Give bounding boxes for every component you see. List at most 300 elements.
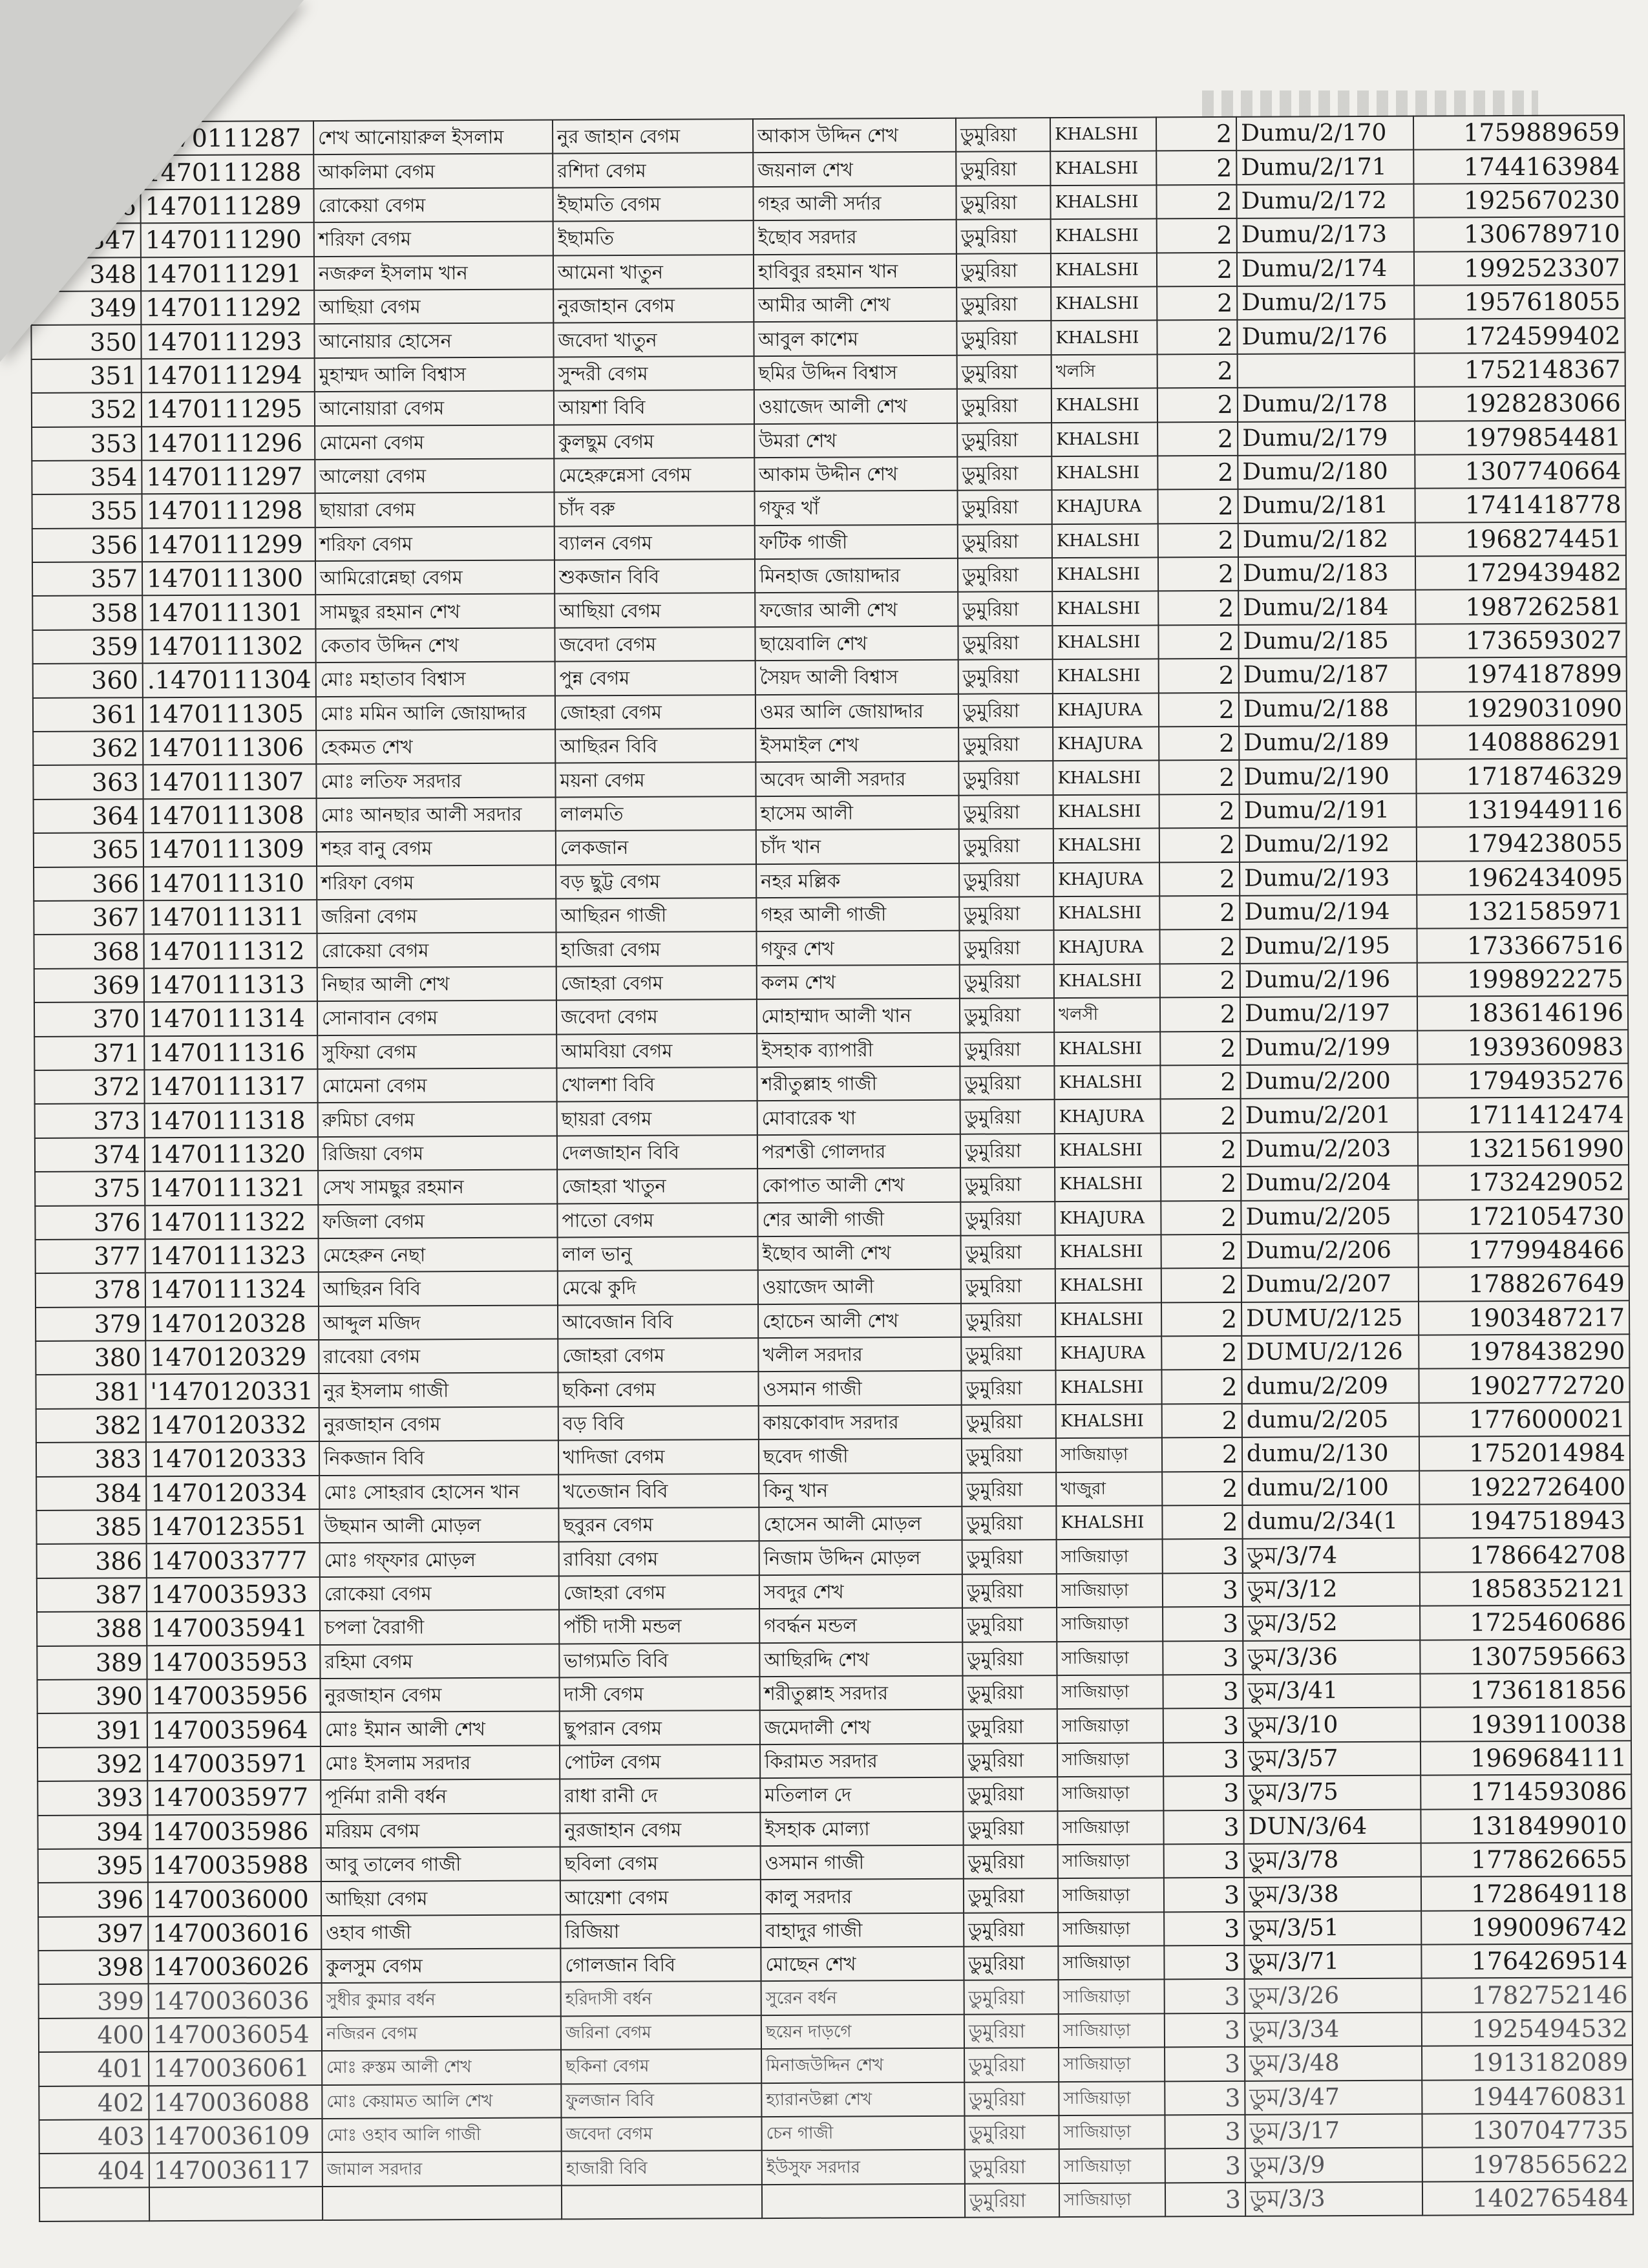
- nid-cell: 1470035977: [147, 1780, 321, 1815]
- upazila-cell: ডুমুরিয়া: [956, 321, 1051, 355]
- table-body: [30, 115, 1633, 2221]
- reference-cell: ডুম/3/71: [1244, 1945, 1421, 1980]
- serial-cell: 375: [35, 1171, 145, 1205]
- mother-name-cell: পুন্ন বেগম: [555, 661, 755, 695]
- village-cell: KHALSHI: [1055, 1302, 1161, 1337]
- nid-cell: 1470111305: [143, 697, 316, 732]
- ward-cell: 2: [1157, 354, 1238, 388]
- reference-cell: dumu/2/100: [1242, 1470, 1419, 1505]
- phone-cell: 1978438290: [1419, 1334, 1629, 1369]
- ward-cell: 2: [1161, 1370, 1241, 1404]
- nid-cell: 1470120328: [145, 1306, 319, 1341]
- phone-cell: 1992523307: [1414, 251, 1625, 286]
- upazila-cell: ডুমুরিয়া: [958, 490, 1052, 524]
- reference-cell: ডুম/3/10: [1243, 1708, 1421, 1743]
- father-name-cell: ফজোর আলী শেখ: [755, 592, 958, 627]
- upazila-cell: ডুমুরিয়া: [965, 2183, 1059, 2218]
- reference-cell: ডুম/3/75: [1243, 1775, 1421, 1810]
- father-name-cell: গহর আলী সর্দার: [753, 186, 956, 221]
- phone-cell: 1998922275: [1417, 962, 1628, 997]
- mother-name-cell: আমবিয়া বেগম: [556, 1033, 757, 1068]
- village-cell: সাজিয়াড়া: [1057, 1709, 1163, 1743]
- nid-cell: 1470036016: [148, 1916, 321, 1951]
- reference-cell: ডুম/3/78: [1244, 1843, 1421, 1878]
- serial-cell: 382: [36, 1408, 146, 1443]
- reference-cell: Dumu/2/203: [1241, 1132, 1418, 1167]
- serial-cell: 404: [39, 2154, 149, 2188]
- upazila-cell: ডুমুরিয়া: [964, 2082, 1059, 2116]
- mother-name-cell: শুকজান বিবি: [555, 559, 755, 594]
- name-cell: শহর বানু বেগম: [317, 831, 556, 866]
- phone-cell: 1925494532: [1422, 2011, 1632, 2046]
- phone-cell: 1990096742: [1421, 1910, 1632, 1945]
- village-cell: সাজিয়াড়া: [1059, 2115, 1165, 2149]
- village-cell: সাজিয়াড়া: [1057, 1743, 1163, 1777]
- ward-cell: 3: [1163, 1573, 1243, 1607]
- father-name-cell: শরীতুল্লাহ সরদার: [760, 1676, 963, 1711]
- upazila-cell: ডুমুরিয়া: [964, 1980, 1059, 2015]
- phone-cell: 1752148367: [1415, 352, 1625, 387]
- name-cell: ফজিলা বেগম: [318, 1203, 557, 1238]
- father-name-cell: উমরা শেখ: [754, 423, 957, 458]
- phone-cell: 1939360983: [1417, 1030, 1628, 1065]
- upazila-cell: ডুমুরিয়া: [964, 1845, 1058, 1879]
- serial-cell: 384: [36, 1476, 146, 1510]
- ward-cell: 3: [1164, 1878, 1244, 1912]
- village-cell: KHALSHI: [1054, 1065, 1160, 1099]
- name-cell: জরিনা বেগম: [317, 898, 556, 933]
- phone-cell: 1913182089: [1422, 2045, 1632, 2080]
- ward-cell: 2: [1160, 1065, 1240, 1099]
- village-cell: KHALSHI: [1055, 1269, 1161, 1303]
- father-name-cell: আকাম উদ্দীন শেখ: [754, 457, 957, 492]
- father-name-cell: ইছোব সরদার: [754, 220, 956, 255]
- village-cell: সাজিয়াড়া: [1057, 1641, 1163, 1675]
- phone-cell: 1321561990: [1418, 1131, 1629, 1166]
- village-cell: সাজিয়াড়া: [1057, 1810, 1163, 1845]
- upazila-cell: ডুমুরিয়া: [958, 592, 1052, 626]
- phone-cell: 1307047735: [1422, 2113, 1632, 2148]
- father-name-cell: ওয়াজেদ আলী: [758, 1269, 961, 1304]
- village-cell: KHALSHI: [1051, 286, 1157, 321]
- serial-cell: 377: [36, 1239, 145, 1273]
- village-cell: KHALSHI: [1051, 422, 1157, 456]
- reference-cell: Dumu/2/189: [1239, 726, 1416, 761]
- reference-cell: ডুম/3/52: [1243, 1606, 1420, 1641]
- mother-name-cell: ছকিনা বেগম: [561, 2049, 761, 2084]
- nid-cell: 1470111317: [144, 1069, 317, 1104]
- serial-cell: 355: [32, 494, 142, 529]
- reference-cell: Dumu/2/171: [1236, 150, 1413, 185]
- name-cell: মোমেনা বেগম: [315, 425, 554, 460]
- upazila-cell: ডুমুরিয়া: [964, 2048, 1059, 2082]
- nid-cell: 1470111289: [140, 189, 313, 224]
- father-name-cell: মিনহাজ জোয়াদ্দার: [755, 558, 958, 593]
- name-cell: শরিফা বেগম: [317, 865, 556, 900]
- father-name-cell: হোসেন আলী মোড়ল: [759, 1507, 962, 1542]
- village-cell: KHALSHI: [1054, 1032, 1160, 1066]
- phone-cell: 1944760831: [1422, 2079, 1632, 2114]
- father-name-cell: ওয়াজেদ আলী শেখ: [754, 389, 957, 424]
- serial-cell: 369: [34, 968, 144, 1002]
- ward-cell: 2: [1159, 659, 1239, 693]
- father-name-cell: বাহাদুর গাজী: [761, 1913, 964, 1947]
- name-cell: ওহাব গাজী: [321, 1914, 560, 1949]
- mother-name-cell: হাজিরা বেগম: [556, 931, 756, 966]
- father-name-cell: নিজাম উদ্দিন মোড়ল: [759, 1540, 962, 1575]
- reference-cell: Dumu/2/170: [1236, 116, 1413, 151]
- village-cell: KHALSHI: [1054, 964, 1160, 998]
- nid-cell: 1470036109: [149, 2119, 322, 2154]
- reference-cell: ডুম/3/38: [1244, 1877, 1421, 1912]
- serial-cell: 400: [39, 2018, 149, 2052]
- ward-cell: 3: [1163, 1708, 1243, 1743]
- nid-cell: 1470111292: [141, 290, 314, 325]
- village-cell: KHALSHI: [1050, 117, 1156, 151]
- serial-cell: 397: [38, 1916, 148, 1951]
- serial-cell: 399: [39, 1984, 149, 2019]
- nid-cell: 1470036000: [148, 1881, 321, 1916]
- village-cell: KHALSHI: [1052, 557, 1158, 591]
- phone-cell: 1318499010: [1421, 1808, 1631, 1843]
- upazila-cell: ডুমুরিয়া: [958, 626, 1052, 660]
- father-name-cell: হাসেম আলী: [756, 796, 959, 831]
- upazila-cell: ডুমুরিয়া: [965, 2150, 1059, 2184]
- village-cell: KHALSHI: [1052, 591, 1158, 626]
- serial-cell: 374: [35, 1138, 145, 1172]
- reference-cell: Dumu/2/176: [1237, 319, 1414, 354]
- name-cell: মুহাম্মদ আলি বিশ্বাস: [315, 357, 554, 392]
- phone-cell: 1836146196: [1417, 995, 1628, 1030]
- nid-cell: 1470123551: [146, 1509, 319, 1544]
- phone-cell: 1741418778: [1415, 488, 1625, 523]
- village-cell: KHALSHI: [1051, 253, 1157, 287]
- ward-cell: 2: [1156, 117, 1236, 151]
- ward-cell: 3: [1165, 2115, 1245, 2149]
- reference-cell: Dumu/2/201: [1241, 1098, 1418, 1133]
- reference-cell: Dumu/2/196: [1240, 962, 1417, 997]
- serial-cell: 388: [37, 1611, 147, 1646]
- name-cell: শরিফা বেগম: [315, 526, 555, 561]
- nid-cell: 1470036117: [149, 2152, 322, 2187]
- mother-name-cell: খোলশা বিবি: [556, 1067, 757, 1102]
- father-name-cell: ছয়েন দাড়গে: [761, 2015, 964, 2050]
- village-cell: KHALSHI: [1055, 1235, 1161, 1269]
- reference-cell: Dumu/2/207: [1241, 1267, 1419, 1302]
- phone-cell: 1794238055: [1417, 826, 1627, 861]
- name-cell: নিছার আলী শেখ: [317, 966, 556, 1001]
- name-cell: নিকজান বিবি: [319, 1441, 558, 1476]
- upazila-cell: ডুমুরিয়া: [963, 1743, 1057, 1777]
- serial-cell: 390: [37, 1679, 147, 1713]
- mother-name-cell: আমেনা খাতুন: [553, 255, 754, 290]
- reference-cell: ডুম/3/48: [1245, 2046, 1422, 2081]
- village-cell: খাজুরা: [1056, 1472, 1162, 1506]
- village-cell: খলসী: [1054, 998, 1160, 1032]
- phone-cell: 1736181856: [1420, 1673, 1631, 1708]
- upazila-cell: ডুমুরিয়া: [956, 253, 1051, 288]
- mother-name-cell: গোলজান বিবি: [560, 1947, 761, 1982]
- upazila-cell: ডুমুরিয়া: [960, 1032, 1054, 1066]
- nid-cell: 1470035971: [147, 1746, 321, 1781]
- upazila-cell: ডুমুরিয়া: [961, 1337, 1055, 1371]
- ward-cell: 2: [1158, 489, 1238, 524]
- ward-cell: 2: [1157, 388, 1238, 422]
- village-cell: KHALSHI: [1055, 1167, 1161, 1201]
- phone-cell: 1307595663: [1420, 1639, 1631, 1674]
- mother-name-cell: ছকিনা বেগম: [558, 1372, 758, 1407]
- serial-cell: 356: [32, 528, 142, 562]
- upazila-cell: ডুমুরিয়া: [960, 1202, 1055, 1236]
- village-cell: সাজিয়াড়া: [1057, 1540, 1163, 1574]
- mother-name-cell: লালমতি: [556, 796, 756, 831]
- serial-cell: 365: [34, 832, 143, 867]
- village-cell: সাজিয়াড়া: [1059, 2048, 1165, 2082]
- name-cell: আছিয়া বেগম: [321, 1881, 560, 1916]
- ward-cell: 3: [1165, 1979, 1245, 2013]
- phone-cell: 1744163984: [1413, 149, 1624, 184]
- phone-cell: 1957618055: [1414, 284, 1625, 319]
- phone-cell: 1987262581: [1415, 589, 1626, 624]
- serial-cell: 403: [39, 2119, 149, 2154]
- ward-cell: 2: [1162, 1404, 1242, 1438]
- name-cell: মোঃ ওহাব আলি গাজী: [322, 2117, 561, 2152]
- village-cell: KHAJURA: [1055, 1336, 1161, 1370]
- upazila-cell: ডুমুরিয়া: [956, 185, 1050, 220]
- serial-cell: 366: [34, 867, 143, 901]
- reference-cell: Dumu/2/191: [1240, 793, 1417, 828]
- father-name-cell: মোবারেক খা: [757, 1100, 960, 1135]
- nid-cell: 1470120332: [146, 1408, 319, 1443]
- mother-name-cell: জবেদা বেগম: [555, 627, 755, 662]
- village-cell: KHALSHI: [1052, 625, 1158, 659]
- name-cell: সুধীর কুমার বর্ধন: [322, 1982, 561, 2017]
- reference-cell: Dumu/2/200: [1240, 1065, 1417, 1099]
- serial-cell: 370: [34, 1002, 144, 1036]
- name-cell: রাবেয়া বেগম: [319, 1339, 558, 1374]
- ward-cell: 3: [1164, 1912, 1244, 1946]
- father-name-cell: সৈয়দ আলী বিশ্বাস: [755, 660, 958, 695]
- nid-cell: 1470035953: [147, 1645, 320, 1680]
- table-row: [39, 2181, 1633, 2221]
- father-name-cell: গফুর খাঁ: [755, 491, 958, 525]
- serial-cell: 350: [31, 325, 141, 359]
- reference-cell: Dumu/2/204: [1241, 1166, 1418, 1201]
- upazila-cell: ডুমুরিয়া: [958, 524, 1052, 558]
- ward-cell: 3: [1163, 1607, 1243, 1641]
- reference-cell: dumu/2/209: [1241, 1369, 1419, 1404]
- village-cell: সাজিয়াড়া: [1059, 2013, 1165, 2048]
- serial-cell: 389: [37, 1646, 147, 1680]
- mother-name-cell: ভাগ্যমতি বিবি: [559, 1643, 759, 1678]
- serial-cell: 368: [34, 935, 143, 969]
- village-cell: সাজিয়াড়া: [1058, 1878, 1164, 1913]
- ward-cell: 3: [1165, 2013, 1245, 2048]
- mother-name-cell: জোহরা বেগম: [556, 966, 757, 1001]
- reference-cell: ডুম/3/74: [1243, 1538, 1420, 1573]
- upazila-cell: ডুমুরিয়া: [962, 1607, 1057, 1642]
- ward-cell: 2: [1158, 625, 1238, 659]
- upazila-cell: ডুমুরিয়া: [963, 1777, 1057, 1811]
- serial-cell: 380: [36, 1341, 145, 1375]
- reference-cell: DUMU/2/125: [1241, 1301, 1419, 1336]
- reference-cell: Dumu/2/180: [1238, 455, 1415, 490]
- mother-name-cell: ইছামতি বেগম: [553, 187, 753, 222]
- faded-header-mark: [1202, 90, 1538, 116]
- name-cell: রোকেয়া বেগম: [317, 933, 556, 968]
- village-cell: সাজিয়াড়া: [1056, 1438, 1162, 1472]
- father-name-cell: মিনাজউদ্দিন শেখ: [761, 2048, 964, 2083]
- name-cell: রোকেয়া বেগম: [313, 187, 553, 222]
- name-cell: [322, 2185, 562, 2220]
- name-cell: আছিয়া বেগম: [314, 289, 553, 324]
- reference-cell: Dumu/2/195: [1240, 929, 1417, 964]
- name-cell: নুর ইসলাম গাজী: [319, 1373, 558, 1408]
- ward-cell: 3: [1164, 1945, 1244, 1980]
- phone-cell: 1306789710: [1414, 217, 1625, 251]
- upazila-cell: ডুমুরিয়া: [956, 152, 1050, 186]
- reference-cell: ডুম/3/34: [1245, 2013, 1422, 2048]
- ward-cell: 2: [1160, 997, 1240, 1032]
- name-cell: আনোয়ারা বেগম: [315, 391, 554, 426]
- reference-cell: dumu/2/205: [1242, 1403, 1419, 1437]
- village-cell: সাজিয়াড়া: [1057, 1573, 1163, 1607]
- reference-cell: Dumu/2/179: [1238, 421, 1415, 456]
- mother-name-cell: ব্যালন বেগম: [555, 525, 755, 560]
- mother-name-cell: আয়শা বিবি: [554, 390, 754, 425]
- mother-name-cell: সুন্দরী বেগম: [554, 356, 754, 391]
- mother-name-cell: ছবুরন বেগম: [558, 1507, 759, 1542]
- village-cell: সাজিয়াড়া: [1059, 2183, 1165, 2217]
- ward-cell: 3: [1165, 2183, 1245, 2217]
- upazila-cell: ডুমুরিয়া: [964, 1913, 1058, 1947]
- village-cell: KHALSHI: [1051, 388, 1157, 423]
- mother-name-cell: হরিদাসী বর্ধন: [561, 1982, 761, 2017]
- mother-name-cell: রিজিয়া: [560, 1914, 761, 1949]
- father-name-cell: খলীল সরদার: [758, 1337, 961, 1372]
- name-cell: মেহেরুন নেছা: [319, 1237, 558, 1272]
- ward-cell: 3: [1163, 1675, 1243, 1709]
- ward-cell: 2: [1159, 896, 1240, 930]
- ward-cell: 3: [1163, 1539, 1243, 1573]
- nid-cell: 1470036036: [149, 1984, 322, 2019]
- serial-cell: 367: [34, 900, 143, 935]
- ward-cell: 2: [1161, 1167, 1241, 1201]
- father-name-cell: আমীর আলী শেখ: [754, 288, 956, 323]
- name-cell: আলেয়া বেগম: [315, 458, 554, 493]
- serial-cell: 394: [37, 1815, 147, 1849]
- upazila-cell: ডুমুরিয়া: [958, 558, 1052, 592]
- ward-cell: 2: [1157, 252, 1237, 286]
- upazila-cell: ডুমুরিয়া: [956, 219, 1051, 253]
- name-cell: সেখ সামছুর রহমান: [318, 1170, 557, 1205]
- ward-cell: 2: [1158, 591, 1238, 625]
- ward-cell: 2: [1157, 286, 1237, 321]
- upazila-cell: ডুমুরিয়া: [959, 795, 1053, 829]
- upazila-cell: ডুমুরিয়া: [956, 287, 1051, 321]
- nid-cell: 1470111309: [143, 832, 317, 867]
- ward-cell: 3: [1163, 1776, 1243, 1810]
- upazila-cell: ডুমুরিয়া: [962, 1574, 1057, 1608]
- father-name-cell: হাবিবুর রহমান খান: [754, 253, 956, 288]
- phone-cell: 1732429052: [1418, 1165, 1629, 1200]
- serial-cell: 362: [33, 731, 143, 765]
- name-cell: কেতাব উদ্দিন শেখ: [315, 628, 555, 662]
- father-name-cell: ছায়েবালি শেখ: [755, 626, 958, 661]
- nid-cell: 1470120334: [146, 1476, 319, 1510]
- ward-cell: 2: [1156, 151, 1236, 185]
- serial-cell: 363: [33, 765, 143, 800]
- father-name-cell: গবর্দ্ধন মন্ডল: [759, 1608, 962, 1643]
- father-name-cell: কোপাত আলী শেখ: [757, 1168, 960, 1203]
- reference-cell: Dumu/2/183: [1238, 556, 1415, 591]
- serial-cell: 346: [30, 189, 140, 224]
- upazila-cell: ডুমুরিয়া: [964, 1878, 1058, 1913]
- serial-cell: 372: [34, 1070, 144, 1104]
- reference-cell: ডুম/3/3: [1245, 2181, 1422, 2216]
- village-cell: KHALSHI: [1051, 219, 1157, 253]
- ward-cell: 2: [1161, 1200, 1241, 1235]
- reference-cell: Dumu/2/184: [1238, 590, 1415, 625]
- upazila-cell: ডুমুরিয়া: [961, 1371, 1055, 1405]
- father-name-cell: আবুল কাশেম: [754, 321, 956, 356]
- ward-cell: 2: [1162, 1471, 1242, 1505]
- phone-cell: 1319449116: [1417, 792, 1627, 827]
- upazila-cell: ডুমুরিয়া: [962, 1506, 1056, 1540]
- reference-cell: Dumu/2/182: [1238, 522, 1415, 557]
- upazila-cell: ডুমুরিয়া: [959, 863, 1053, 897]
- mother-name-cell: দাসী বেগম: [560, 1677, 760, 1712]
- phone-cell: 1764269514: [1421, 1944, 1632, 1978]
- reference-cell: ডুম/3/51: [1244, 1911, 1421, 1945]
- ward-cell: 2: [1161, 1268, 1241, 1302]
- reference-cell: Dumu/2/206: [1241, 1234, 1419, 1269]
- ward-cell: 2: [1157, 320, 1237, 354]
- serial-cell: 392: [37, 1747, 147, 1781]
- mother-name-cell: জরিনা বেগম: [561, 2015, 761, 2050]
- father-name-cell: চাঁদ খান: [756, 829, 959, 864]
- phone-cell: 1307740664: [1415, 454, 1625, 489]
- nid-cell: 1470111313: [144, 968, 317, 1002]
- ward-cell: 3: [1165, 2148, 1245, 2183]
- name-cell: মোঃ ইসলাম সরদার: [321, 1745, 560, 1780]
- phone-cell: 1724599402: [1414, 319, 1625, 354]
- name-cell: সোনাবান বেগম: [317, 1001, 556, 1035]
- name-cell: মরিয়ম বেগম: [321, 1813, 560, 1848]
- phone-cell: 1718746329: [1416, 759, 1627, 794]
- village-cell: KHAJURA: [1053, 862, 1159, 896]
- phone-cell: 1782752146: [1422, 1978, 1632, 2013]
- name-cell: আমিরোন্নেছা বেগম: [315, 560, 555, 595]
- mother-name-cell: জোহরা বেগম: [559, 1575, 759, 1610]
- reference-cell: Dumu/2/173: [1237, 218, 1414, 253]
- father-name-cell: ইসহাক মোল্যা: [760, 1811, 963, 1846]
- father-name-cell: সুরেন বর্ধন: [761, 1980, 964, 2015]
- reference-cell: Dumu/2/194: [1240, 895, 1417, 930]
- ward-cell: 2: [1160, 964, 1240, 998]
- village-cell: KHALSHI: [1051, 456, 1157, 490]
- phone-cell: 1925670230: [1413, 183, 1624, 218]
- serial-cell: 347: [31, 223, 141, 257]
- folded-page-corner: [0, 0, 304, 362]
- upazila-cell: ডুমুরিয়া: [960, 964, 1054, 999]
- mother-name-cell: রশিদা বেগম: [553, 153, 753, 188]
- father-name-cell: ফটিক গাজী: [755, 524, 958, 559]
- phone-cell: 1779948466: [1419, 1233, 1629, 1267]
- ward-cell: 3: [1163, 1743, 1243, 1777]
- upazila-cell: ডুমুরিয়া: [962, 1404, 1056, 1439]
- phone-cell: 1979854481: [1415, 420, 1625, 455]
